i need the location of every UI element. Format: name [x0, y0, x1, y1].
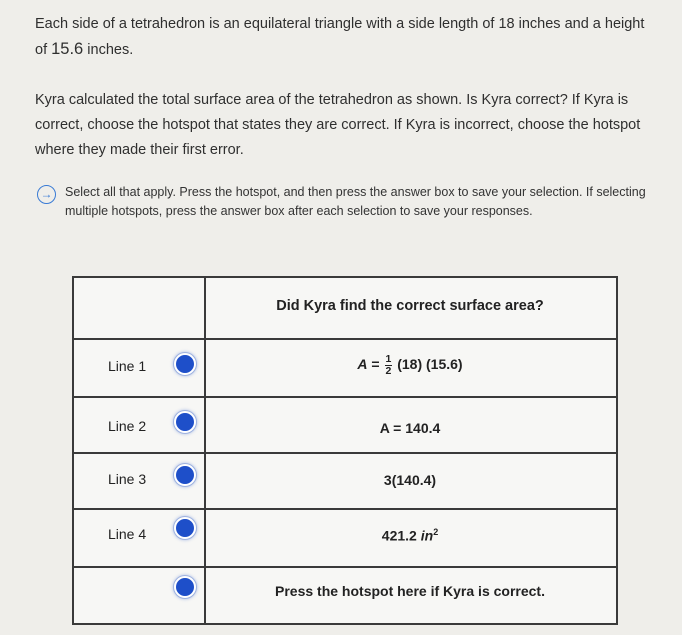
- hotspot-line-2[interactable]: [174, 411, 196, 433]
- equation-line-4: [204, 527, 616, 544]
- instruction-text: Select all that apply. Press the hotspot, and then press the answer box to save your selection. If selecting multiple hotspots, press the answer box after each selection to save your responses.: [65, 185, 646, 218]
- row-divider: [74, 508, 616, 510]
- correct-option-text: Press the hotspot here if Kyra is correct.: [275, 583, 545, 599]
- row-label-line-3: Line 3: [108, 471, 147, 487]
- eq-var: A: [357, 356, 368, 373]
- eq-rest: (18) (15.6): [397, 356, 463, 373]
- unit-exponent: 2: [433, 527, 439, 537]
- problem-question: Kyra calculated the total surface area of the tetrahedron as shown. Is Kyra correct? If Kyra is correct, choose the hotspot that states they are correct. If Kyra is incorrect, choose the hotspot where they made their first error.: [35, 92, 641, 158]
- hotspot-line-1[interactable]: [174, 353, 196, 375]
- table-header: Did Kyra find the correct surface area?: [276, 298, 544, 314]
- problem-text-a: Each side of a tetrahedron is an equilateral triangle with a side length of 18 inches and a height of: [35, 16, 645, 58]
- equation-line-2: A = 140.4: [379, 420, 441, 436]
- fraction-numerator: 1: [385, 353, 392, 365]
- hotspot-table: [72, 276, 618, 625]
- equation-line-1: [204, 354, 616, 377]
- equation-line-3: 3(140.4): [383, 472, 437, 488]
- eq-sign: =: [371, 356, 380, 373]
- row-label-line-4: Line 4: [108, 526, 147, 542]
- hotspot-line-3[interactable]: [174, 464, 196, 486]
- column-divider: [204, 278, 206, 623]
- row-divider: [74, 452, 616, 454]
- problem-text-b: inches.: [87, 42, 134, 58]
- problem-statement: [35, 12, 655, 63]
- row-label-line-1: Line 1: [108, 358, 147, 374]
- row-divider: [74, 566, 616, 568]
- arrow-right-circle-icon: →: [37, 185, 56, 204]
- fraction-denominator: 2: [385, 365, 392, 377]
- row-label-line-2: Line 2: [108, 418, 147, 434]
- value: 421.2: [381, 527, 417, 544]
- height-value: 15.6: [51, 40, 84, 58]
- row-divider: [74, 338, 616, 340]
- fraction: [385, 354, 393, 377]
- unit: in: [420, 527, 434, 544]
- row-divider: [74, 396, 616, 398]
- hotspot-correct[interactable]: [174, 576, 196, 598]
- hotspot-line-4[interactable]: [174, 517, 196, 539]
